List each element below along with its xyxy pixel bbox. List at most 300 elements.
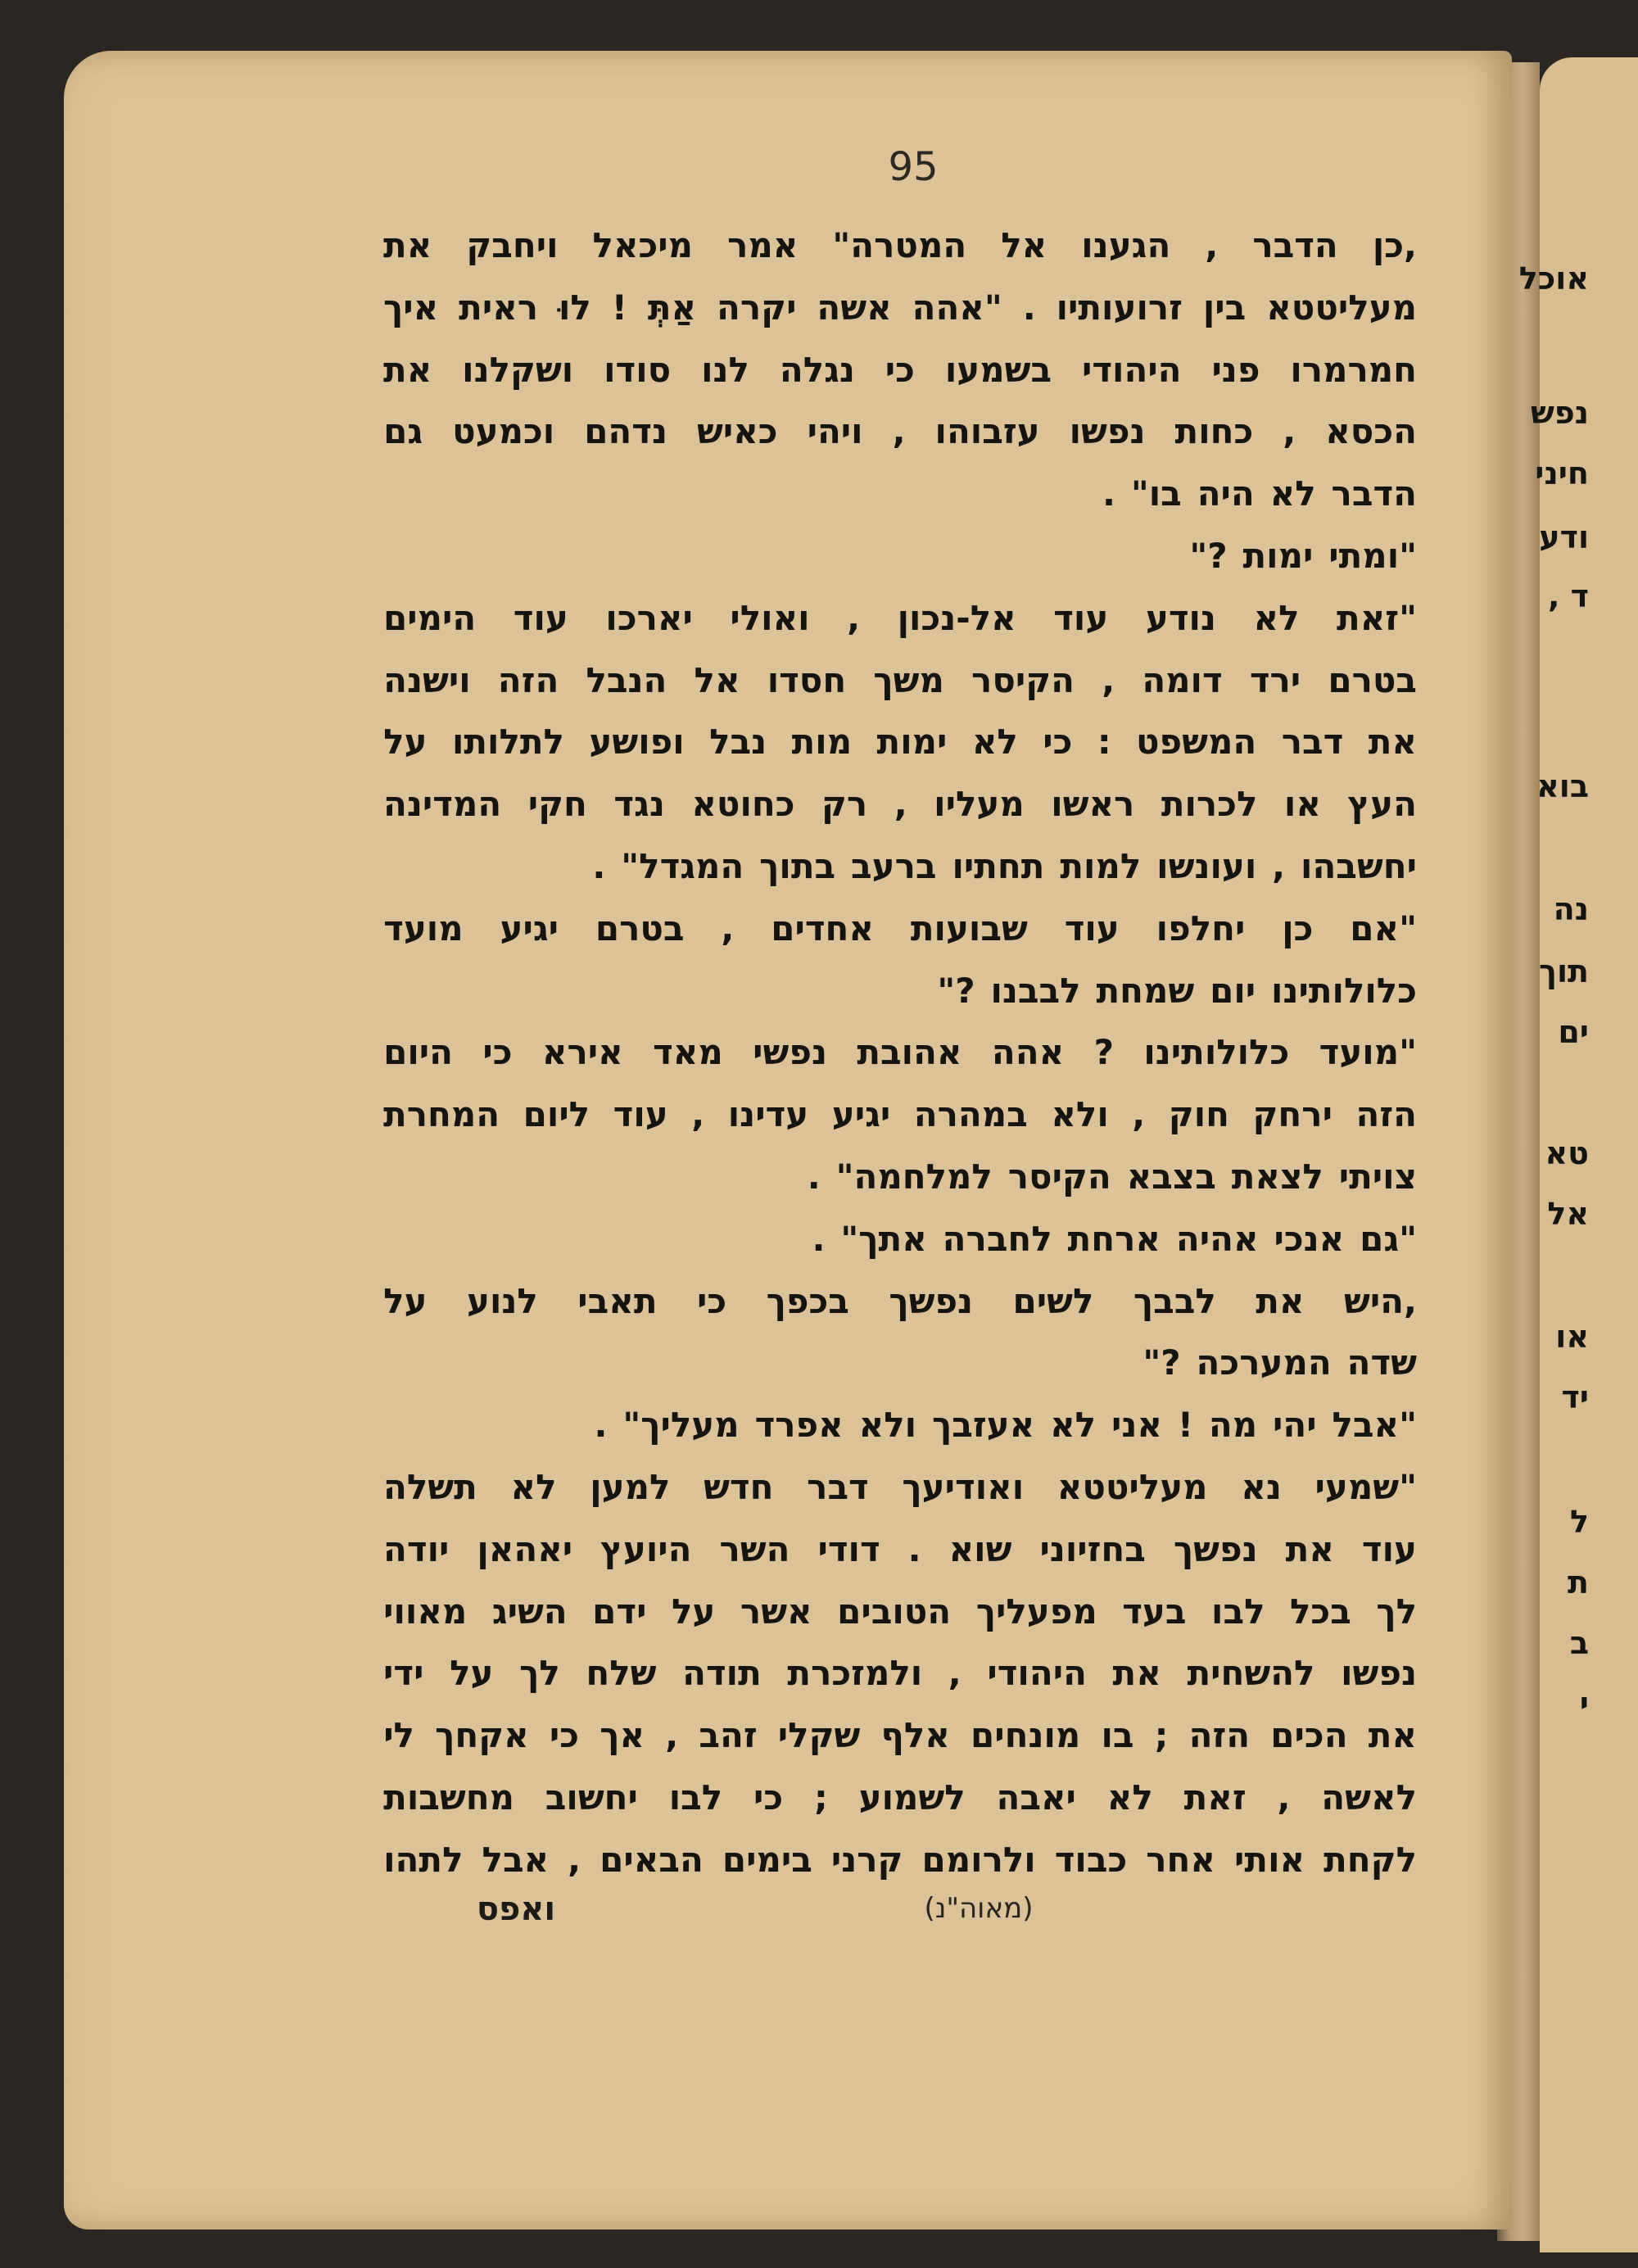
adjacent-fragment: ת [1568,1564,1589,1600]
word: לא [1106,1777,1153,1818]
word: ידי [383,1653,424,1694]
word: , [1272,845,1286,886]
word: . [907,1528,921,1569]
word: על [672,1591,716,1632]
word: פני [1211,349,1260,390]
word: למלחמה" [835,1156,993,1197]
word: תודה [682,1653,762,1694]
word: , [1277,1777,1291,1818]
word: המטרה" [832,225,967,265]
text-line [383,1704,1417,1767]
word: "גם [1360,1218,1417,1259]
word: קרני [830,1839,903,1880]
word: נפשו [1341,1653,1417,1694]
word: מעליטטא [1057,1466,1208,1507]
word: נגלה [779,349,855,390]
word: . [1022,287,1036,328]
word: לבו [1211,1591,1265,1632]
word: ?" [937,970,975,1011]
word: לא [1269,473,1316,514]
text-line [383,1767,1417,1829]
adjacent-fragment: תוך [1539,953,1589,989]
word: נפשי [753,1032,827,1073]
text-line [383,1084,1417,1146]
word: יודה [383,1528,450,1569]
word: ? [1093,1032,1114,1073]
page-number: 95 [888,144,939,190]
word: אנכי [1274,1218,1345,1259]
word: כבוד [1054,1839,1128,1880]
word: ולא [858,1405,917,1446]
word: שלח [586,1653,657,1694]
adjacent-fragment: ודע [1539,519,1589,555]
word: מונחים [971,1715,1081,1756]
word: את [383,349,432,390]
page-text [383,215,1417,1891]
word: עוד [1053,597,1109,638]
word: "שמעי [1314,1466,1417,1507]
word: יחלפו [1156,908,1246,948]
word: כחוטא [691,784,795,825]
word: את [1285,1528,1334,1569]
word: ראית [459,287,539,328]
word: ארחת [1067,1218,1161,1259]
word: לא [971,722,1018,763]
word: יגיע [831,1094,891,1135]
word: הדבר [1331,473,1417,514]
word: אשר [740,1591,812,1632]
word: "אהה [912,287,1002,328]
word: נגד [613,784,665,825]
word: הזה [1355,1094,1417,1135]
text-line [383,650,1417,712]
word: ולא [1051,1094,1109,1135]
word: חדש [704,1466,774,1507]
word: ; [1154,1715,1169,1756]
word: לבו [668,1777,723,1818]
word: את [1256,1280,1305,1321]
word: אשה [817,287,892,328]
word: עזבוהו [934,411,1040,452]
word: לוּ [559,287,591,328]
word: מחשבות [383,1777,514,1818]
word: למות [1060,845,1142,886]
word: בימים [722,1839,812,1880]
word: הקיסר [1007,1156,1111,1197]
word: ואולי [730,597,810,638]
word: הדבר [1252,225,1338,265]
word: אעזבך [931,1405,1035,1446]
text-line [383,1208,1417,1270]
word: חמרמרו [1290,349,1417,390]
word: יגיע [500,908,559,948]
word: ירחק [1252,1094,1333,1135]
word: לא [510,1466,557,1507]
word: ושקלנו [462,349,574,390]
word: שדה [1346,1342,1417,1383]
word: שבועות [910,908,1028,948]
word: אמר [727,225,799,265]
word: יאהאן [477,1528,573,1569]
printer-signature: (מאוה"נ) [924,1892,1034,1925]
adjacent-fragment: נפש [1530,395,1589,431]
word: רק [821,784,868,825]
word: יחשוב [545,1777,638,1818]
word: "אם [1350,908,1417,948]
word: עוד [1361,1528,1417,1569]
word: "מועד [1319,1032,1417,1073]
catchword: ואפס [476,1890,556,1928]
word: יקרה [717,287,797,328]
word: אל [694,659,740,700]
adjacent-fragment: טא [1545,1135,1589,1171]
word: וכמעט [452,411,555,452]
text-line [383,1519,1417,1581]
word: שוא [948,1528,1012,1569]
word: אחר [1146,1839,1215,1880]
word: בכל [1290,1591,1351,1632]
word: , [1283,411,1296,452]
word: לא [1253,597,1300,638]
word: נבל [709,722,767,763]
text-line [383,960,1417,1022]
word: ויהי [807,411,863,452]
word: בכפך [766,1280,849,1321]
word: אהה [991,1032,1065,1073]
word: משך [873,659,944,700]
word: אקחך [435,1715,529,1756]
word: יחשבהו [1301,845,1417,886]
word: נודע [1145,597,1216,638]
word: למען [590,1466,671,1507]
adjacent-fragment: י [1579,1686,1589,1722]
word: לשמוע [858,1777,966,1818]
word: . [807,1156,821,1197]
word: הבאים [600,1839,704,1880]
adjacent-fragment: או [1555,1319,1589,1355]
word: : [1097,722,1111,763]
word: וישנה [383,659,471,700]
word: יום [1210,970,1256,1011]
word: נא [1241,1466,1282,1507]
adjacent-fragment: אל [1547,1196,1589,1232]
word: בתוך [759,845,836,886]
word: בו [1101,1715,1134,1756]
word: מה [1208,1405,1258,1446]
text-line [383,835,1417,898]
word: זאת [1183,1777,1247,1818]
word: בו" [1130,473,1182,514]
word: מעליך" [622,1405,740,1446]
word: עוד [1064,908,1120,948]
word: השר [719,1528,790,1569]
word: היה [1197,473,1255,514]
word: יארכו [605,597,693,638]
word: אבל [482,1839,550,1880]
word: , [892,411,906,452]
text-line [383,401,1417,463]
word: בצבא [1126,1156,1216,1197]
word: כי [482,1032,513,1073]
adjacent-fragment: חיני [1535,455,1589,491]
text-line [383,277,1417,339]
word: גם [383,411,423,452]
word: לקחת [1324,1839,1417,1880]
word: . [812,1218,826,1259]
word: המדינה [383,784,502,825]
word: אותי [1234,1839,1305,1880]
text-line [383,711,1417,773]
word: לנו [701,349,749,390]
word: ?" [1189,535,1228,576]
word: , [721,908,735,948]
word: על [383,1280,428,1321]
word: נפשך [1173,1528,1258,1569]
word: ואודיעך [902,1466,1025,1507]
text-line [383,1642,1417,1704]
word: ליום [523,1094,590,1135]
text-line [383,1270,1417,1333]
text-line [383,1456,1417,1519]
word: , [665,1715,679,1756]
adjacent-fragment: בוא [1536,768,1589,804]
word: ,כן [1372,225,1417,265]
word: בטרם [1328,659,1417,700]
word: כאיש [697,411,778,452]
word: , [568,1839,581,1880]
word: ירד [1249,659,1301,700]
word: בטרם [595,908,685,948]
text-line [383,1021,1417,1084]
word: ויחבק [466,225,559,265]
word: בחזיוני [1039,1528,1146,1569]
word: ולרומם [921,1839,1036,1880]
word: על [450,1653,494,1694]
word: , [948,1653,962,1694]
word: מעליטטא [1266,287,1417,328]
word: המגדל" [621,845,744,886]
word: ועונשו [1156,845,1257,886]
word: לבבנו [990,970,1081,1011]
word: הכסא [1325,411,1417,452]
word: נדהם [584,411,668,452]
word: מות [791,722,853,763]
word: ופושע [589,722,685,763]
word: מפעליך [975,1591,1097,1632]
word: איך [383,287,439,328]
word: לתהו [383,1839,464,1880]
word: מועד [383,908,464,948]
word: זרועותיו [1056,287,1183,328]
word: המערכה [1196,1342,1332,1383]
word: "ומתי [1328,535,1417,576]
word: ! [611,287,627,328]
word: אירא [541,1032,623,1073]
word: כחות [1174,411,1254,452]
word: עוד [513,597,568,638]
word: ימות [1242,535,1314,576]
text-line [383,1332,1417,1394]
text-line [383,1829,1417,1891]
word: כי [885,349,915,390]
word: את [383,225,432,265]
adjacent-fragment: ים [1558,1014,1589,1050]
word: שקלי [777,1715,861,1756]
word: אפרד [754,1405,844,1446]
word: כי [549,1715,580,1756]
word: מיכאל [592,225,694,265]
adjacent-fragment: נה [1553,891,1589,927]
word: . [594,1405,608,1446]
word: חוק [1168,1094,1229,1135]
text-line [383,215,1417,277]
word: היום [383,1032,453,1073]
word: אל-נכון [897,597,1016,638]
word: היועץ [600,1528,692,1569]
word: לי [383,1715,414,1756]
word: מעליו [934,784,1025,825]
word: בעד [1122,1591,1187,1632]
text-line [383,1581,1417,1643]
word: היהודי [987,1653,1087,1694]
text-line [383,1394,1417,1456]
text-line [383,773,1417,835]
word: יהי [1273,1405,1317,1446]
word: לך [1376,1591,1417,1632]
text-line [383,339,1417,401]
word: דבר [807,1466,869,1507]
word: אל [1001,225,1048,265]
adjacent-fragment: ל [1570,1504,1589,1540]
word: שמחת [1096,970,1195,1011]
word: את [1368,1715,1417,1756]
word: הזה [497,659,559,700]
word: אתך" [840,1218,927,1259]
word: מאד [653,1032,723,1073]
word: דודי [817,1528,880,1569]
word: לאשה [1321,1777,1417,1818]
text-line [383,898,1417,960]
word: לשים [1012,1280,1094,1321]
adjacent-page-edge [1518,57,1638,2252]
word: , [691,1094,705,1135]
word: ?" [1143,1342,1181,1383]
word: אהיה [1175,1218,1259,1259]
adjacent-fragment: אוכל [1518,260,1589,297]
word: הקיסר [971,659,1075,700]
word: ולמזכרת [787,1653,923,1694]
word: המחרת [383,1094,500,1135]
word: לתלותו [451,722,564,763]
word: הטובים [837,1591,952,1632]
word: בין [1202,287,1247,328]
word: "זאת [1337,597,1417,638]
word: נפשו [1069,411,1146,452]
adjacent-fragment: ד , [1547,578,1589,614]
word: מאווי [383,1591,468,1632]
text-line [383,525,1417,587]
word: הזה [1188,1715,1251,1756]
word: נפשך [889,1280,974,1321]
adjacent-fragment: ב [1569,1625,1589,1661]
word: סודו [604,349,672,390]
word: ,היש [1343,1280,1417,1321]
adjacent-fragment: יד [1561,1379,1589,1415]
word: , [894,784,907,825]
word: הימים [383,597,477,638]
text-line [383,587,1417,650]
word: המשפט [1136,722,1257,763]
word: הנבל [586,659,667,700]
word: ! [1177,1405,1193,1446]
word: , [1132,1094,1146,1135]
word: תחתיו [952,845,1045,886]
word: ברעב [851,845,937,886]
word: עוד [613,1094,668,1135]
word: יאבה [996,1777,1076,1818]
word: כלולותינו [1271,970,1417,1011]
word: במהרה [913,1094,1028,1135]
word: לבבך [1133,1280,1216,1321]
word: לחברה [942,1218,1052,1259]
word: זהב [699,1715,758,1756]
word: ; [814,1777,828,1818]
word: לצאת [1231,1156,1324,1197]
word: . [1102,473,1115,514]
word: ימות [876,722,948,763]
word: דבר [1281,722,1344,763]
word: תשלה [383,1466,477,1507]
word: הגענו [1081,225,1171,265]
word: את [1368,722,1417,763]
word: הכים [1270,1715,1348,1756]
word: חקי [527,784,587,825]
word: כי [1043,722,1073,763]
word: אך [600,1715,645,1756]
word: כי [696,1280,727,1321]
word: חסדו [767,659,847,700]
word: תאבי [577,1280,658,1321]
word: היהודי [1081,349,1182,390]
word: לא [1050,1405,1097,1446]
word: לנוע [466,1280,538,1321]
word: לך [519,1653,560,1694]
word: על [383,722,428,763]
word: להשחית [1187,1653,1315,1694]
word: , [847,597,861,638]
text-line [383,1146,1417,1208]
word: אחדים [771,908,874,948]
word: , [1205,225,1219,265]
word: אַתְּ [647,287,697,328]
word: דומה [1142,659,1223,700]
word: לכרות [1161,784,1258,825]
word: כלולותינו [1143,1032,1290,1073]
word: השיג [491,1591,568,1632]
word: עדינו [727,1094,809,1135]
word: צויתי [1338,1156,1417,1197]
word: העץ [1347,784,1417,825]
word: אני [1111,1405,1162,1446]
word: כי [753,1777,784,1818]
word: "אבל [1332,1405,1417,1446]
word: אהובת [857,1032,962,1073]
word: אלף [880,1715,950,1756]
word: כן [1282,908,1314,948]
word: . [592,845,606,886]
word: בשמעו [944,349,1052,390]
word: ראשו [1051,784,1135,825]
